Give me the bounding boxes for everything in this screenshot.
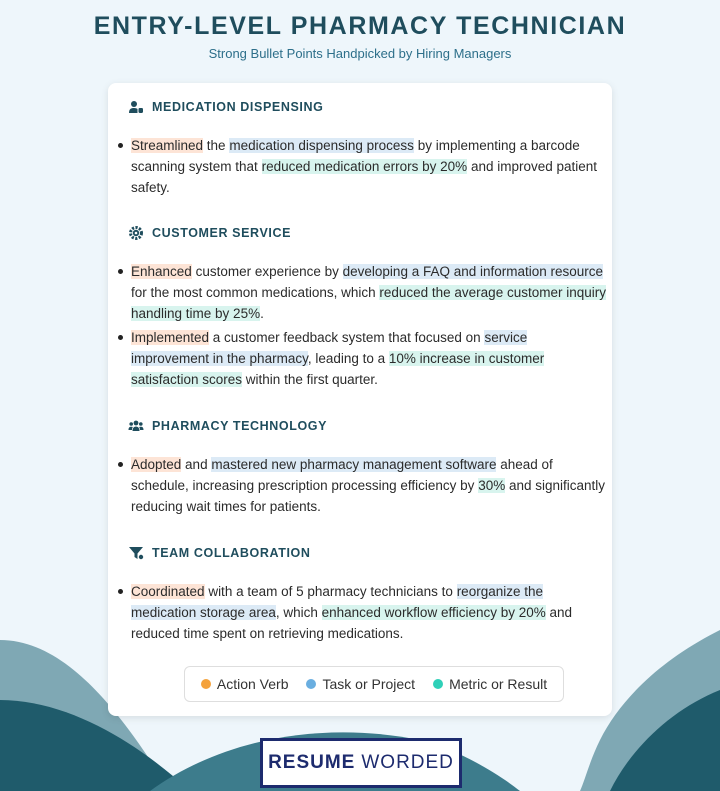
metric-phrase: reduced the average customer inquiry handling time by 25% [131,285,606,321]
bullet-dot [118,269,123,274]
text-segment: ahead of schedule, increasing prescription processing efficiency by [131,457,553,493]
people-icon [128,418,144,434]
action-verb: Implemented [131,330,210,345]
legend-item-task [306,676,415,692]
bullet-dot [118,462,123,467]
bullet-item [128,581,608,644]
legend-label: Action Verb [216,676,289,692]
legend-dot [433,679,443,689]
legend-label: Metric or Result [449,676,548,692]
action-verb: Coordinated [131,584,205,599]
section-title: PHARMACY TECHNOLOGY [152,419,328,433]
text-segment: and [181,457,212,472]
logo-light-text: WORDED [361,752,454,773]
metric-phrase: 30% [478,478,506,493]
text-segment: customer experience by [191,264,343,279]
section-title: MEDICATION DISPENSING [152,100,324,114]
section-pharmacy-technology [128,416,608,520]
highlight-legend [184,666,564,702]
task-phrase: developing a FAQ and information resource [342,264,604,279]
page-subtitle: Strong Bullet Points Handpicked by Hiring Managers [208,46,512,61]
section-title: TEAM COLLABORATION [152,546,311,560]
bullet-item [128,454,608,517]
section-team-collaboration [128,543,608,647]
section-medication-dispensing [128,97,608,201]
section-header [128,543,608,563]
metric-phrase: enhanced workflow efficiency by 20% [321,605,546,620]
resume-worded-logo [260,738,462,788]
text-segment: and improved patient safety. [131,159,598,195]
text-segment: for the most common medications, which [131,285,380,300]
text-segment: and significantly reducing wait times for patients. [131,478,606,514]
bullet-list [128,454,608,517]
task-phrase: medication dispensing process [229,138,414,153]
action-verb: Adopted [131,457,182,472]
legend-dot [306,679,316,689]
task-phrase: mastered new pharmacy management software [211,457,497,472]
metric-phrase: 10% increase in customer satisfaction scores [131,351,545,387]
bullet-list [128,135,608,198]
person-pill-icon [128,99,144,115]
bullet-dot [118,589,123,594]
section-title: CUSTOMER SERVICE [152,226,292,240]
text-segment: within the first quarter. [242,372,378,387]
section-header [128,223,608,243]
text-segment: with a team of 5 pharmacy technicians to [204,584,457,599]
page-title: ENTRY-LEVEL PHARMACY TECHNICIAN [93,12,627,40]
gear-icon [128,225,144,241]
section-header [128,97,608,117]
resume-card [108,83,612,716]
bullet-dot [118,143,123,148]
text-segment: , leading to a [307,351,389,366]
legend-dot [201,679,211,689]
text-segment: and reduced time spent on retrieving medications. [131,605,573,641]
section-customer-service [128,223,608,393]
bullet-list [128,261,608,390]
bullet-dot [118,335,123,340]
bullet-item [128,261,608,324]
bullet-list [128,581,608,644]
logo-bold-text: RESUME [268,752,356,773]
section-header [128,416,608,436]
bullet-item [128,327,608,390]
legend-label: Task or Project [322,676,416,692]
text-segment: a customer feedback system that focused on [209,330,485,345]
text-segment: by implementing a barcode scanning system that [131,138,580,174]
text-segment: . [260,306,264,321]
action-verb: Enhanced [131,264,192,279]
task-phrase: reorganize the medication storage area [131,584,543,620]
legend-item-metric [433,676,547,692]
page-header [0,10,720,61]
metric-phrase: reduced medication errors by 20% [261,159,468,174]
task-phrase: service improvement in the pharmacy [131,330,528,366]
action-verb: Streamlined [131,138,204,153]
text-segment: the [203,138,230,153]
filter-icon [128,545,144,561]
legend-item-action-verb [201,676,289,692]
text-segment: , which [275,605,322,620]
bullet-item [128,135,608,198]
